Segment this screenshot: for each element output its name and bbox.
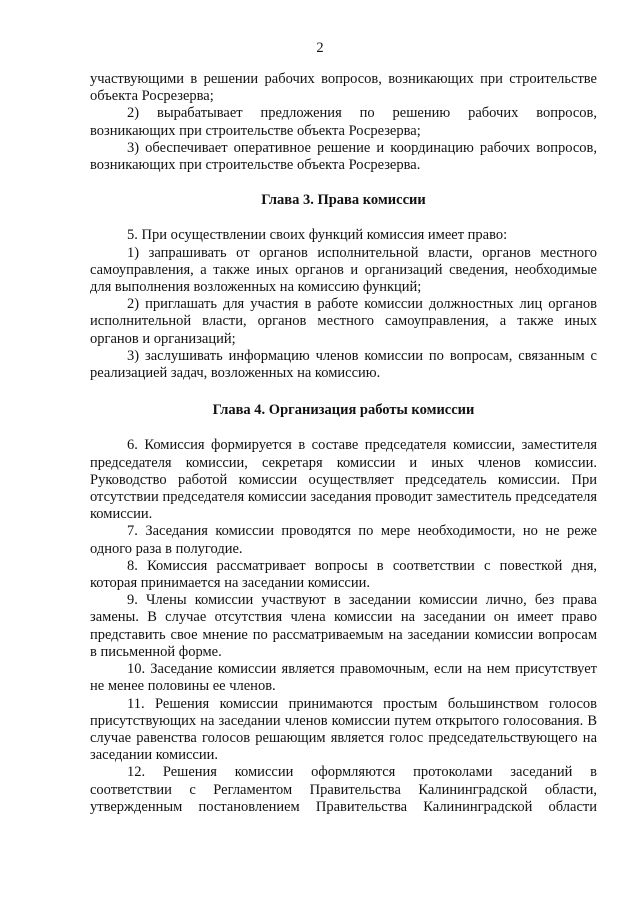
paragraph-continuation: участвующими в решении рабочих вопросов, возникающих при строительстве объекта Росрезерва; bbox=[90, 71, 597, 105]
paragraph-11: 11. Решения комиссии принимаются простым большинством голосов присутствующих на заседании членов комиссии путем открытого голосования. В случае равенства голосов решающим является голос председательствующего на заседании комиссии. bbox=[90, 695, 597, 764]
paragraph-7: 7. Заседания комиссии проводятся по мере необходимости, но не реже одного раза в полугодие. bbox=[90, 523, 597, 557]
paragraph-5-item-2: 2) приглашать для участия в работе комиссии должностных лиц органов исполнительной власти, органов местного самоуправления, а также иных органов и организаций; bbox=[90, 296, 597, 347]
paragraph-5-item-1: 1) запрашивать от органов исполнительной власти, органов местного самоуправления, а также иных органов и организаций сведения, необходимые для выполнения возложенных на комиссию функций; bbox=[90, 244, 597, 296]
paragraph-6: 6. Комиссия формируется в составе председателя комиссии, заместителя председателя комиссии, секретаря комиссии и иных членов комиссии. Руководство работой комиссии осуществляет председатель комиссии. При отсутствии председателя комиссии заседания проводит заместитель председателя комиссии. bbox=[90, 437, 597, 523]
paragraph-9: 9. Члены комиссии участвуют в заседании комиссии лично, без права замены. В случае отсутствия члена комиссии на заседании он имеет право представить свое мнение по рассматриваемым на заседании комиссии вопросам в письменной форме. bbox=[90, 592, 597, 660]
paragraph-8: 8. Комиссия рассматривает вопросы в соответствии с повесткой дня, которая принимается на заседании комиссии. bbox=[90, 557, 597, 592]
chapter-3-heading: Глава 3. Права комиссии bbox=[261, 192, 426, 209]
chapter-4-heading: Глава 4. Организация работы комиссии bbox=[212, 402, 475, 419]
paragraph-5: 5. При осуществлении своих функций комиссия имеет право: bbox=[127, 227, 508, 244]
paragraph-item-3: 3) обеспечивает оперативное решение и координацию рабочих вопросов, возникающих при строительстве объекта Росрезерва. bbox=[90, 139, 597, 174]
paragraph-10: 10. Заседание комиссии является правомочным, если на нем присутствует не менее половины ее членов. bbox=[90, 661, 597, 695]
document-body bbox=[90, 71, 597, 816]
paragraph-12: 12. Решения комиссии оформляются протоколами заседаний в соответствии с Регламентом Правительства Калининградской области, утвержденным постановлением Правительства Калининградской области bbox=[90, 764, 597, 815]
paragraph-5-item-3: 3) заслушивать информацию членов комиссии по вопросам, связанным с реализацией задач, возложенных на комиссию. bbox=[90, 347, 597, 382]
page-number: 2 bbox=[316, 40, 324, 56]
paragraph-item-2: 2) вырабатывает предложения по решению рабочих вопросов, возникающих при строительстве объекта Росрезерва; bbox=[90, 105, 597, 139]
